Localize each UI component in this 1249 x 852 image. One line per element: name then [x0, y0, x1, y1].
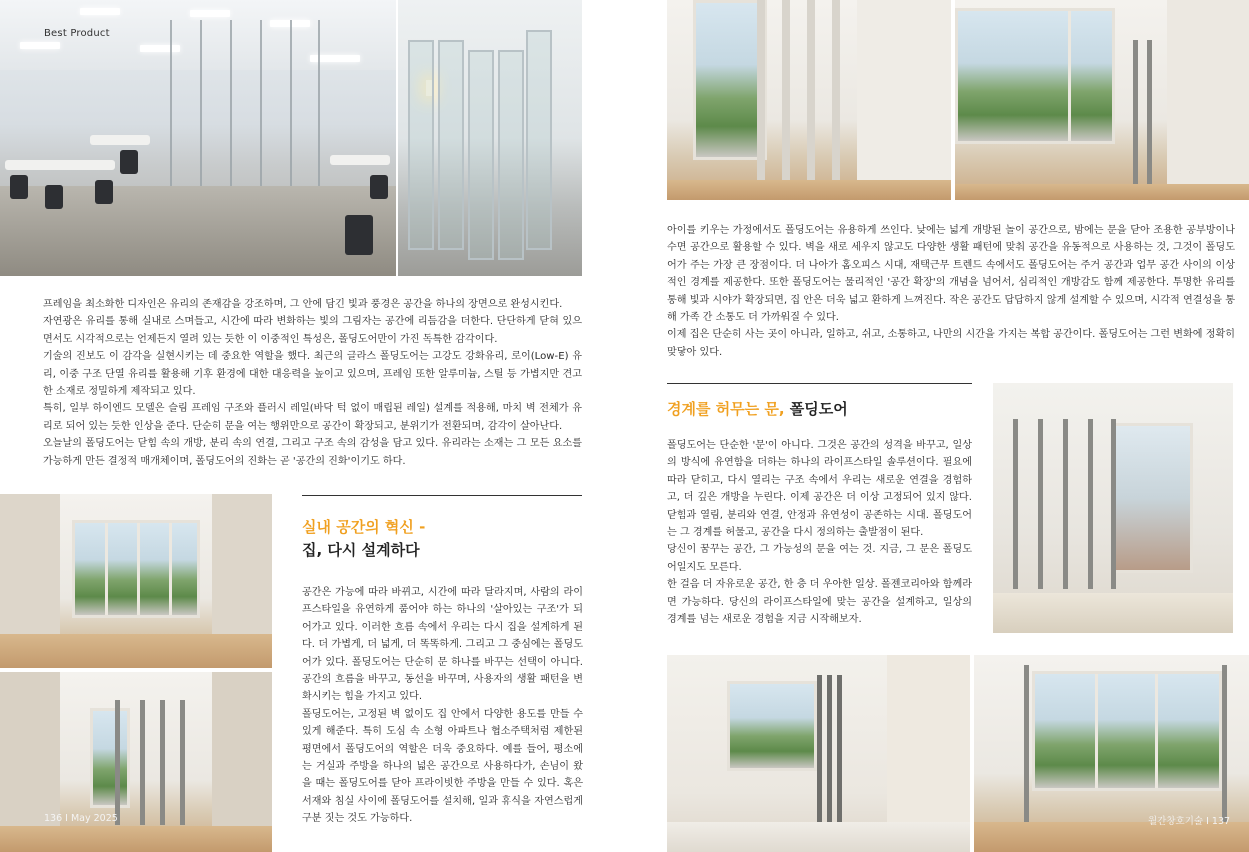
- paragraph: 공간은 가능에 따라 바뀌고, 시간에 따라 달라지며, 사람의 라이프스타일을 유연하게 품어야 하는 하나의 '살아있는 구조'가 되어가고 있다. 이러한 흐름 속에서 우리는 다시 집을 설계하게 된다. 더 가볍게, 더 넓게, 더 똑똑하게. 그리고 그 중심에는 폴딩도어가 있다. 폴딩도어는 단순히 문 하나를 바꾸는 선택이 아니다. 공간의 흐름을 바꾸고, 동선을 바꾸며, 사용자의 생활 패턴을 변화시키는 힘을 가지고 있다.: [302, 587, 583, 703]
- section2-title-accent: 경계를 허무는 문,: [667, 400, 785, 418]
- living-room-folding-door-photo: [667, 655, 970, 852]
- glass-folding-door-photo: [398, 0, 582, 276]
- section1-title-line2: 집, 다시 설계하다: [302, 541, 420, 559]
- paragraph: 아이를 키우는 가정에서도 폴딩도어는 유용하게 쓰인다. 낮에는 넓게 개방된 놀이 공간으로, 밤에는 문을 닫아 조용한 공부방이나 수면 공간으로 활용할 수 있다. 벽을 새로 세우지 않고도 다양한 생활 패턴에 맞춰 공간을 유동적으로 사용하는 것, 그것이 폴딩도어가 주는 가장 큰 장점이다. 더 나아가 홈오피스 시대, 재택근무 트렌드 속에서도 폴딩도어는 주거 공간과 업무 공간 사이의 이상적인 경계를 제공한다. 또한 폴딩도어는 물리적인 '공간 확장'의 개념을 넘어서, 심리적인 개방감도 함께 제공한다. 투명한 유리를 통해 빛과 시야가 확장되면, 집 안은 더욱 넓고 환하게 느껴진다. 작은 공간도 답답하지 않게 설계할 수 있으며, 시각적 연결성을 통해 가족 간 소통도 더 가까워질 수 있다.: [667, 225, 1235, 324]
- paragraph: 폴딩도어는, 고정된 벽 없이도 집 안에서 다양한 용도를 만들 수 있게 해준다. 특히 도심 속 소형 아파트나 협소주택처럼 제한된 평면에서 폴딩도어의 역할은 더욱 중요하다. 예를 들어, 평소에는 거실과 주방을 하나의 넓은 공간으로 사용하다가, 손님이 왔을 때는 폴딩도어를 닫아 프라이빗한 주방을 만들 수 있다. 혹은 서재와 침실 사이에 폴딩도어를 설치해, 일과 휴식을 자연스럽게 구분 짓는 것도 가능하다.: [302, 708, 583, 825]
- paragraph: 폴딩도어는 단순한 '문'이 아니다. 그것은 공간의 성격을 바꾸고, 일상의 방식에 유연함을 더하는 하나의 라이프스타일 솔루션이다. 필요에 따라 닫히고, 다시 열리는 구조 속에서 우리는 새로운 연결을 경험하고, 더 깊은 개방을 누린다. 이제 공간은 더 이상 고정되어 있지 않다. 닫힘과 열림, 분리와 연결, 안정과 유연성이 공존하는 시대. 폴딩도어는 그 경계를 허물고, 공간을 다시 정의하는 출발점이 된다.: [667, 440, 972, 539]
- section1-title-line1: 실내 공간의 혁신 -: [302, 518, 426, 536]
- paragraph: 당신이 꿈꾸는 공간, 그 가능성의 문을 여는 것. 지금, 그 문은 폴딩도어일지도 모른다.: [667, 544, 972, 573]
- left-page-folio: 136 I May 2025: [44, 813, 118, 824]
- window-room-photo: [0, 494, 272, 668]
- section2-title-main: 폴딩도어: [784, 400, 848, 418]
- open-folding-door-photo: [993, 383, 1233, 633]
- right-intro-text: [667, 222, 1235, 361]
- window-folding-door-photo: [667, 0, 951, 200]
- paragraph: 오늘날의 폴딩도어는 닫힘 속의 개방, 분리 속의 연결, 그리고 구조 속의 감성을 담고 있다. 유리라는 소재는 그 모든 요소를 가능하게 만든 결정적 매개체이며, 폴딩도어의 진화는 곧 '공간의 진화'이기도 하다.: [43, 438, 582, 467]
- section2-title: [667, 398, 848, 420]
- corner-window-photo: [955, 0, 1249, 200]
- office-glass-partition-photo: [0, 0, 396, 276]
- paragraph: 특히, 일부 하이엔드 모델은 슬림 프레임 구조와 플러시 레일(바닥 턱 없이 매립된 레일) 설계를 적용해, 마치 벽 전체가 유리로 되어 있는 듯한 인상을 준다. 단순히 문을 여는 행위만으로 공간이 확장되고, 분위기가 전환되며, 감각이 살아난다.: [43, 403, 582, 432]
- right-page-folio: 월간창호기술 I 137: [1148, 816, 1231, 827]
- section1-body: [302, 584, 583, 828]
- section2-body: [667, 437, 972, 628]
- paragraph: 기술의 진보도 이 감각을 실현시키는 데 중요한 역할을 했다. 최근의 글라스 폴딩도어는 고강도 강화유리, 로이(Low-E) 유리, 이중 구조 단열 유리를 활용해 기후 환경에 대한 대응력을 높이고 있으며, 프레임 또한 알루미늄, 스틸 등 가볍지만 견고한 소재로 정밀하게 제작되고 있다.: [43, 351, 582, 398]
- paragraph: 이제 집은 단순히 사는 곳이 아니라, 일하고, 쉬고, 소통하고, 나만의 시간을 가지는 복합 공간이다. 폴딩도어는 그런 변화에 정확히 맞닿아 있다.: [667, 329, 1235, 358]
- left-intro-text: [43, 296, 582, 470]
- section-divider: [302, 495, 582, 496]
- running-head: Best Product: [44, 28, 110, 39]
- paragraph: 프레임을 최소화한 디자인은 유리의 존재감을 강조하며, 그 안에 담긴 빛과 풍경은 공간을 하나의 장면으로 완성시킨다.: [43, 299, 563, 310]
- paragraph: 자연광은 유리를 통해 실내로 스며들고, 시간에 따라 변화하는 빛의 그림자는 공간에 리듬감을 더한다. 단단하게 닫혀 있으면서도 시각적으로는 언제든지 열려 있는 듯한 이 이중적인 특성은, 폴딩도어만이 가진 독특한 감각이다.: [43, 316, 582, 345]
- section-divider: [667, 383, 972, 384]
- folding-door-room-photo: [0, 672, 272, 852]
- paragraph: 한 걸음 더 자유로운 공간, 한 층 더 우아한 일상. 폴젠코리아와 함께라면 가능하다. 당신의 라이프스타일에 맞는 공간을 설계하고, 일상의 경계를 넘는 새로운 경험을 지금 시작해보자.: [667, 579, 972, 626]
